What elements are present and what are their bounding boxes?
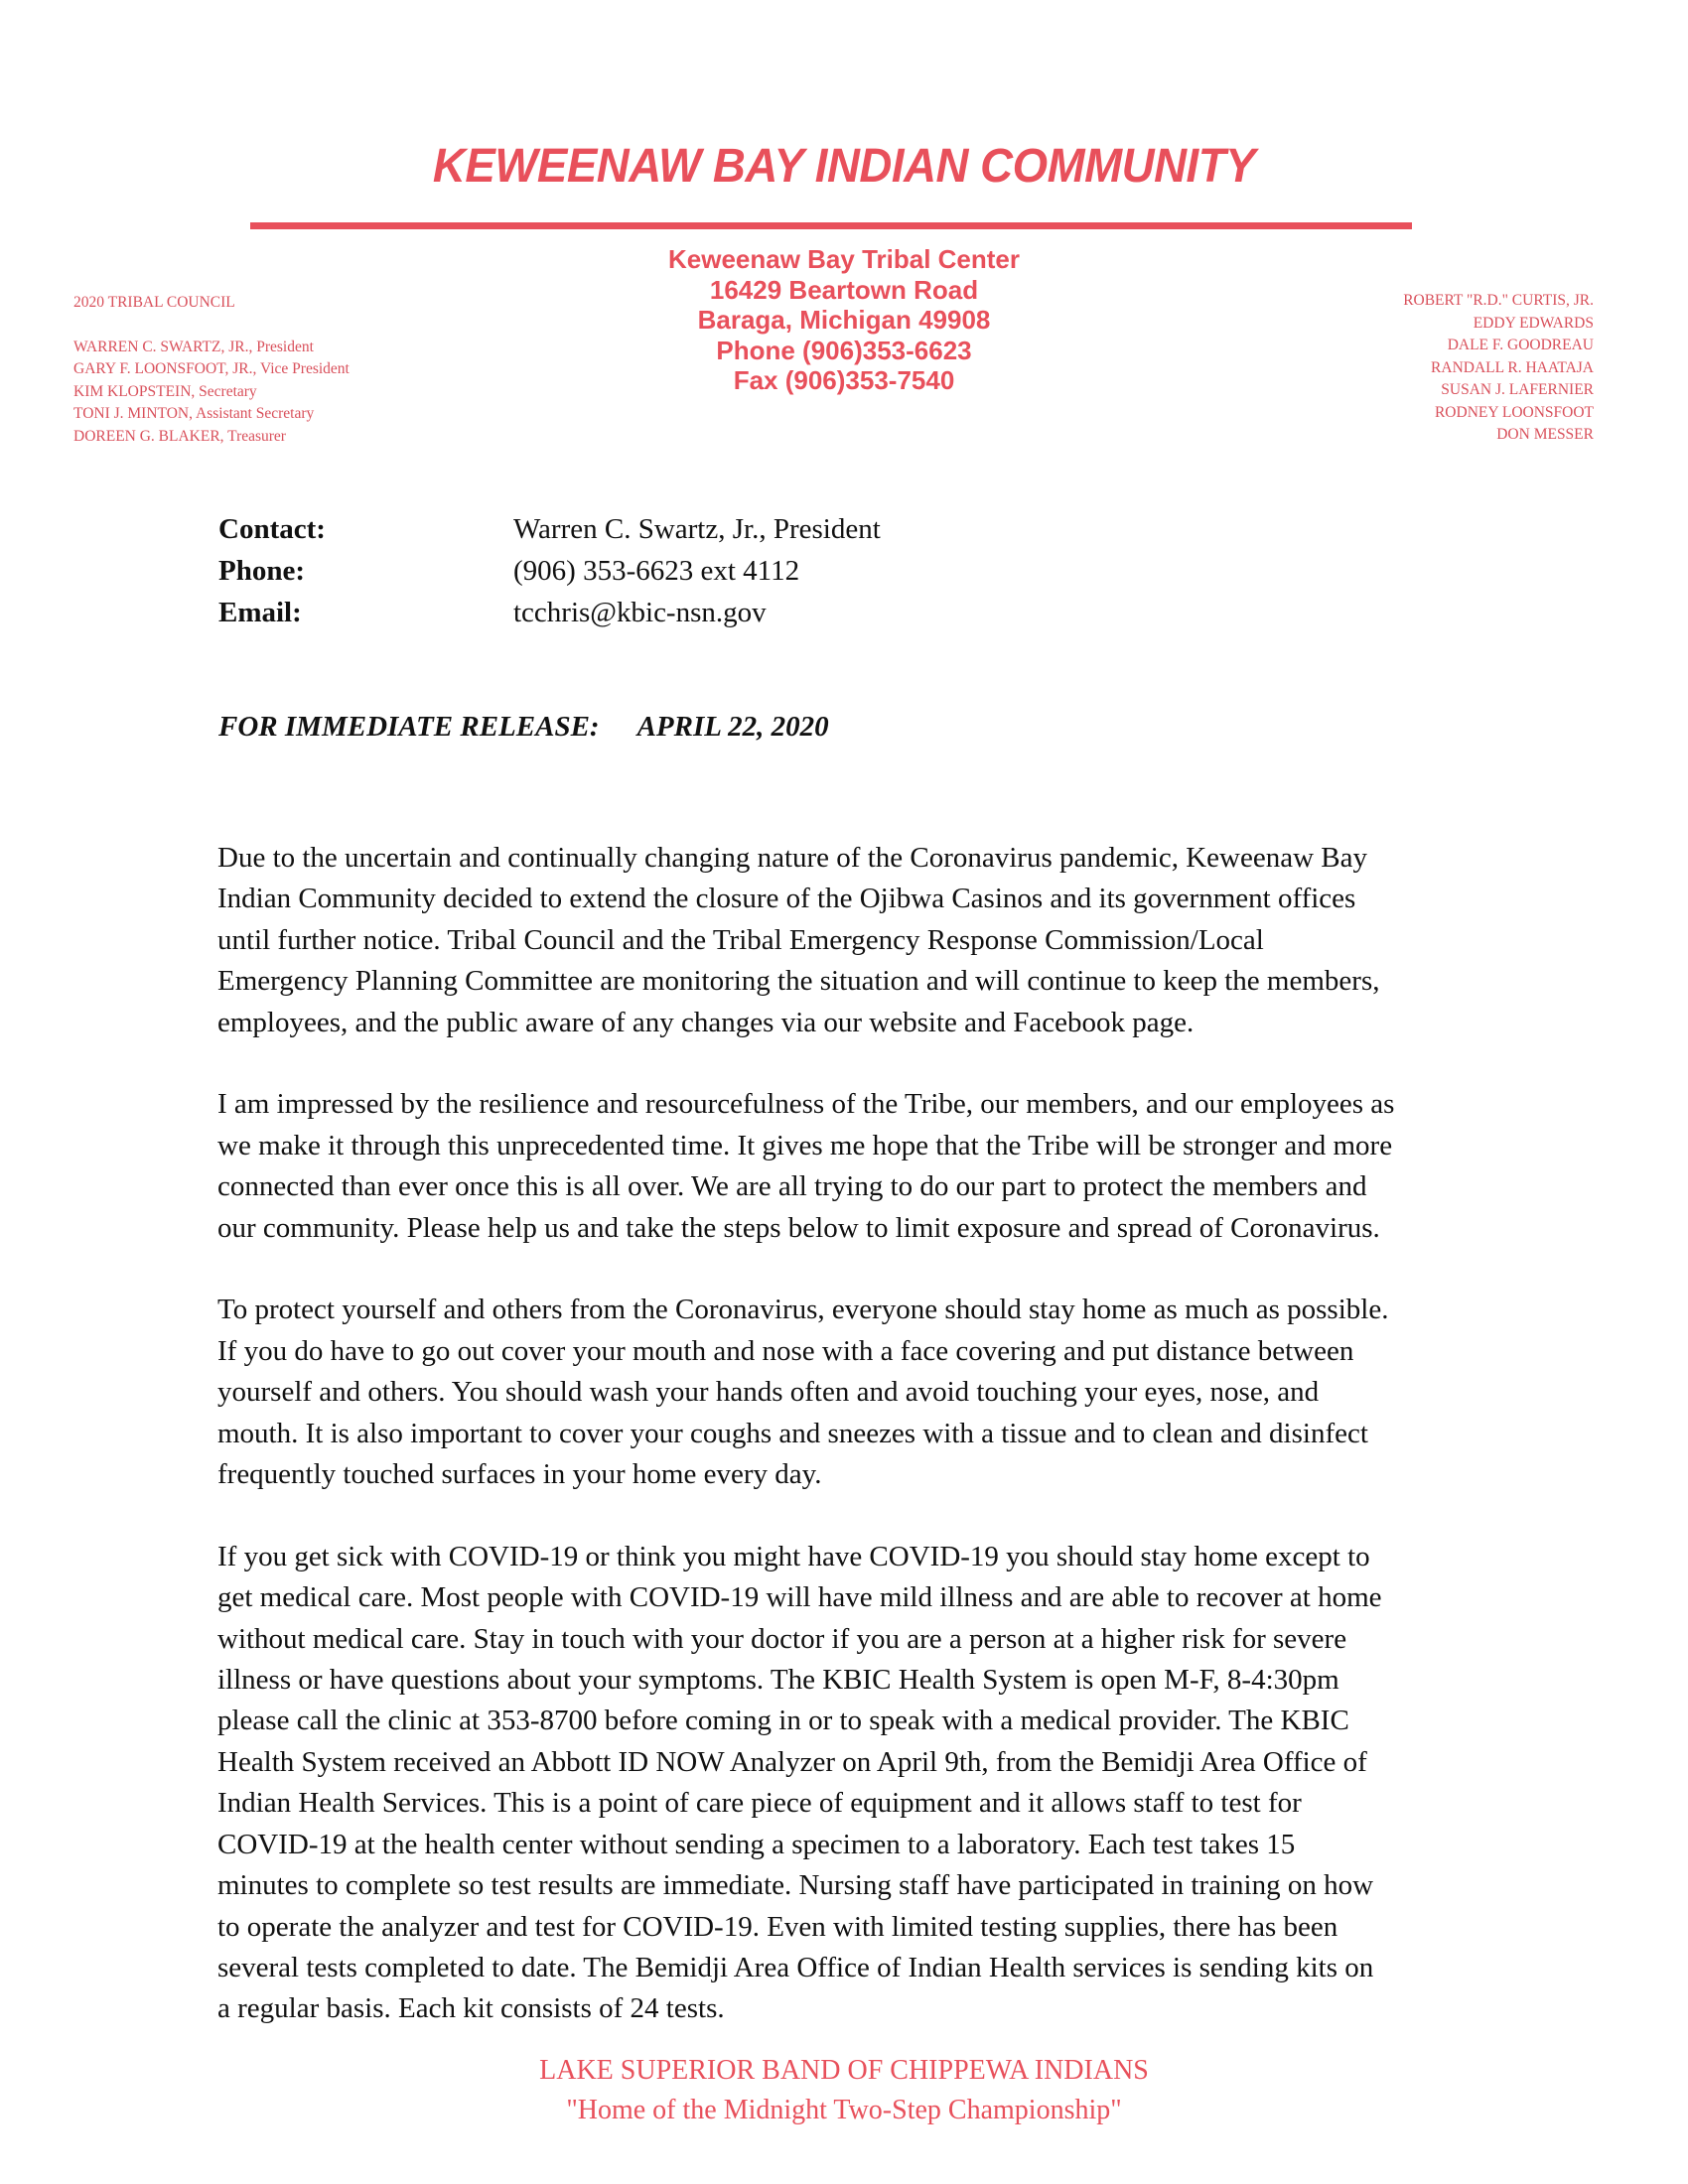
text-line: employees, and the public aware of any changes via our website and Facebook page.	[217, 1006, 1195, 1038]
text-line: If you do have to go out cover your mouth and nose with a face covering and put distance between	[217, 1334, 1354, 1367]
release-date: APRIL 22, 2020	[636, 711, 829, 743]
text-line: we make it through this unprecedented time. It gives me hope that the Tribe will be stronger and more	[217, 1129, 1393, 1161]
council-member: DOREEN G. BLAKER, Treasurer	[73, 427, 286, 445]
paragraph	[217, 838, 1627, 1043]
text-line: to operate the analyzer and test for COVID-19. Even with limited testing supplies, there has been	[217, 1910, 1338, 1943]
address-line: Keweenaw Bay Tribal Center	[667, 244, 1021, 274]
text-line: until further notice. Tribal Council and the Tribal Emergency Response Commission/Local	[217, 923, 1264, 956]
council-heading: 2020 TRIBAL COUNCIL	[73, 294, 235, 311]
press-release-body	[217, 838, 1627, 2071]
council-member: RODNEY LOONSFOOT	[1434, 403, 1594, 421]
phone-value: (906) 353-6623 ext 4112	[513, 555, 800, 587]
council-member: ROBERT "R.D." CURTIS, JR.	[1403, 292, 1594, 309]
contact-name: Warren C. Swartz, Jr., President	[513, 513, 881, 545]
contact-block	[218, 508, 881, 633]
organization-title: KEWEENAW BAY INDIAN COMMUNITY	[432, 140, 1256, 193]
phone-label: Phone:	[218, 555, 305, 587]
council-member: RANDALL R. HAATAJA	[1431, 358, 1594, 376]
text-line: mouth. It is also important to cover your coughs and sneezes with a tissue and to clean and disinfect	[217, 1417, 1368, 1449]
council-members-list	[1403, 290, 1594, 447]
address-line: Baraga, Michigan 49908	[697, 305, 991, 335]
text-line: If you get sick with COVID-19 or think you might have COVID-19 you should stay home except to	[217, 1540, 1370, 1572]
text-line: minutes to complete so test results are immediate. Nursing staff have participated in training on how	[217, 1869, 1374, 1902]
text-line: yourself and others. You should wash your hands often and avoid touching your eyes, nose, and	[217, 1376, 1320, 1409]
phone-row	[218, 550, 881, 592]
text-line: Due to the uncertain and continually changing nature of the Coronavirus pandemic, Keweenaw Bay	[217, 842, 1368, 874]
text-line: illness or have questions about your symptoms. The KBIC Health System is open M-F, 8-4:30pm	[217, 1664, 1339, 1697]
text-line: Indian Health Services. This is a point of care piece of equipment and it allows staff to test for	[217, 1787, 1302, 1820]
contact-row	[218, 508, 881, 550]
text-line: several tests completed to date. The Bemidji Area Office of Indian Health services is sending kits on	[217, 1951, 1374, 1983]
council-member: EDDY EDWARDS	[1473, 314, 1594, 332]
address-fax: Fax (906)353-7540	[733, 365, 955, 395]
paragraph	[217, 1290, 1627, 1495]
email-value: tcchris@kbic-nsn.gov	[513, 597, 767, 628]
text-line: connected than ever once this is all over. We are all trying to do our part to protect the members and	[217, 1170, 1367, 1203]
text-line: Emergency Planning Committee are monitoring the situation and will continue to keep the members,	[217, 965, 1380, 998]
council-member: KIM KLOPSTEIN, Secretary	[73, 382, 257, 400]
text-line: To protect yourself and others from the Coronavirus, everyone should stay home as much as possible.	[217, 1294, 1389, 1326]
council-officers-list	[73, 292, 350, 448]
text-line: COVID-19 at the health center without sending a specimen to a laboratory. Each test takes 15	[217, 1828, 1296, 1860]
paragraph	[217, 1084, 1627, 1249]
paragraph	[217, 1537, 1627, 2030]
header-rule	[250, 222, 1412, 229]
address-phone: Phone (906)353-6623	[716, 335, 972, 365]
text-line: I am impressed by the resilience and resourcefulness of the Tribe, our members, and our employees as	[217, 1088, 1395, 1121]
text-line: please call the clinic at 353-8700 before coming in or to speak with a medical provider. The KBIC	[217, 1705, 1349, 1737]
text-line: Health System received an Abbott ID NOW Analyzer on April 9th, from the Bemidji Area Office of	[217, 1745, 1367, 1778]
tribal-center-address	[596, 244, 1092, 396]
text-line: a regular basis. Each kit consists of 24 tests.	[217, 1992, 725, 2025]
text-line: frequently touched surfaces in your home every day.	[217, 1458, 822, 1491]
council-member: DALE F. GOODREAU	[1447, 337, 1594, 353]
council-member: DON MESSER	[1496, 426, 1594, 443]
text-line: Indian Community decided to extend the closure of the Ojibwa Casinos and its government offices	[217, 883, 1356, 915]
council-member: GARY F. LOONSFOOT, JR., Vice President	[73, 360, 350, 377]
release-label: FOR IMMEDIATE RELEASE:	[218, 711, 600, 743]
footer-tagline: "Home of the Midnight Two-Step Championship"	[566, 2095, 1122, 2125]
text-line: get medical care. Most people with COVID-19 will have mild illness and are able to recover at home	[217, 1581, 1382, 1614]
release-line	[218, 711, 829, 744]
address-line: 16429 Beartown Road	[709, 274, 979, 305]
text-line: without medical care. Stay in touch with your doctor if you are a person at a higher risk for severe	[217, 1622, 1347, 1655]
email-row	[218, 592, 881, 633]
contact-label: Contact:	[218, 513, 326, 545]
text-line: our community. Please help us and take the steps below to limit exposure and spread of Coronavirus.	[217, 1211, 1380, 1244]
council-member: WARREN C. SWARTZ, JR., President	[73, 338, 314, 355]
email-label: Email:	[218, 597, 302, 628]
council-member: SUSAN J. LAFERNIER	[1441, 381, 1594, 398]
letterhead-footer	[0, 2051, 1688, 2130]
council-member: TONI J. MINTON, Assistant Secretary	[73, 405, 315, 422]
footer-band-name: LAKE SUPERIOR BAND OF CHIPPEWA INDIANS	[539, 2055, 1149, 2086]
